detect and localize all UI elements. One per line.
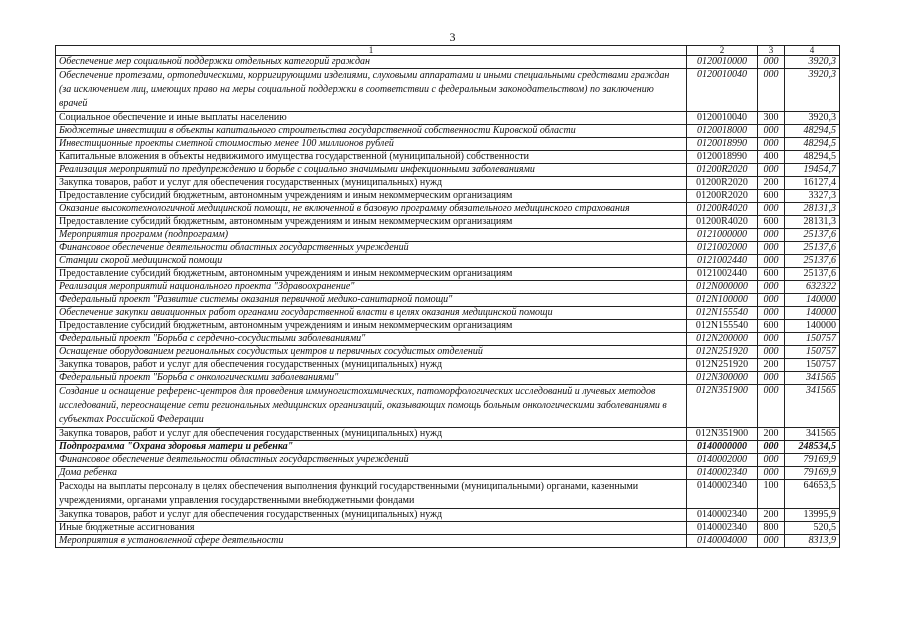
table-row bbox=[56, 535, 840, 548]
row-name-cell: Предоставление субсидий бюджетным, автономным учреждениям и иным некоммерческим организациям bbox=[56, 216, 687, 229]
table-row bbox=[56, 509, 840, 522]
row-code-cell: 0120010040 bbox=[687, 69, 758, 112]
row-type-cell: 600 bbox=[758, 190, 785, 203]
row-code-cell: 01200R2020 bbox=[687, 190, 758, 203]
table-row bbox=[56, 112, 840, 125]
row-name-cell: Финансовое обеспечение деятельности областных государственных учреждений bbox=[56, 242, 687, 255]
row-type-cell: 600 bbox=[758, 268, 785, 281]
row-name-cell: Иные бюджетные ассигнования bbox=[56, 522, 687, 535]
row-code-cell: 012N251920 bbox=[687, 359, 758, 372]
row-name-cell: Закупка товаров, работ и услуг для обеспечения государственных (муниципальных) нужд bbox=[56, 177, 687, 190]
row-type-cell: 000 bbox=[758, 346, 785, 359]
row-sum-cell: 341565 bbox=[785, 372, 840, 385]
row-type-cell: 000 bbox=[758, 333, 785, 346]
row-name-cell: Финансовое обеспечение деятельности областных государственных учреждений bbox=[56, 454, 687, 467]
row-name-cell: Обеспечение мер социальной поддержки отдельных категорий граждан bbox=[56, 56, 687, 69]
budget-table bbox=[55, 45, 840, 548]
table-header-row bbox=[56, 46, 840, 56]
row-name-cell: Подпрограмма "Охрана здоровья матери и ребенка" bbox=[56, 441, 687, 454]
row-sum-cell: 3327,3 bbox=[785, 190, 840, 203]
row-name-cell: Закупка товаров, работ и услуг для обеспечения государственных (муниципальных) нужд bbox=[56, 509, 687, 522]
table-row bbox=[56, 242, 840, 255]
header-code: 2 bbox=[687, 46, 758, 56]
table-row bbox=[56, 522, 840, 535]
row-code-cell: 012N000000 bbox=[687, 281, 758, 294]
table-row bbox=[56, 177, 840, 190]
row-code-cell: 0121002440 bbox=[687, 255, 758, 268]
row-type-cell: 400 bbox=[758, 151, 785, 164]
row-type-cell: 200 bbox=[758, 428, 785, 441]
table-row bbox=[56, 359, 840, 372]
row-code-cell: 012N251920 bbox=[687, 346, 758, 359]
row-type-cell: 000 bbox=[758, 125, 785, 138]
table-row bbox=[56, 216, 840, 229]
row-type-cell: 000 bbox=[758, 203, 785, 216]
row-type-cell: 000 bbox=[758, 307, 785, 320]
header-type: 3 bbox=[758, 46, 785, 56]
row-code-cell: 0140002340 bbox=[687, 480, 758, 509]
row-sum-cell: 150757 bbox=[785, 359, 840, 372]
row-name-cell: Социальное обеспечение и иные выплаты населению bbox=[56, 112, 687, 125]
row-name-cell: Дома ребенка bbox=[56, 467, 687, 480]
row-sum-cell: 13995,9 bbox=[785, 509, 840, 522]
row-sum-cell: 341565 bbox=[785, 385, 840, 428]
row-type-cell: 000 bbox=[758, 255, 785, 268]
table-row bbox=[56, 229, 840, 242]
row-code-cell: 012N200000 bbox=[687, 333, 758, 346]
row-type-cell: 000 bbox=[758, 467, 785, 480]
row-name-cell: Предоставление субсидий бюджетным, автономным учреждениям и иным некоммерческим организациям bbox=[56, 190, 687, 203]
row-type-cell: 200 bbox=[758, 177, 785, 190]
row-name-cell: Закупка товаров, работ и услуг для обеспечения государственных (муниципальных) нужд bbox=[56, 359, 687, 372]
table-row bbox=[56, 467, 840, 480]
row-sum-cell: 140000 bbox=[785, 307, 840, 320]
row-sum-cell: 28131,3 bbox=[785, 216, 840, 229]
table-row bbox=[56, 320, 840, 333]
row-sum-cell: 79169,9 bbox=[785, 467, 840, 480]
row-name-cell: Создание и оснащение референс-центров для проведения иммуногистохимических, патоморфологических исследований и лучевых методов исследований, переоснащение сети региональных медицинских организаций, оказывающих помощь больным онкологическими заболеваниями в субъектах Российской Федерации bbox=[56, 385, 687, 428]
row-sum-cell: 150757 bbox=[785, 346, 840, 359]
row-name-cell: Федеральный проект "Борьба с онкологическими заболеваниями" bbox=[56, 372, 687, 385]
row-code-cell: 0140002340 bbox=[687, 522, 758, 535]
table-row bbox=[56, 138, 840, 151]
row-name-cell: Инвестиционные проекты сметной стоимостью менее 100 миллионов рублей bbox=[56, 138, 687, 151]
row-sum-cell: 341565 bbox=[785, 428, 840, 441]
table-row bbox=[56, 164, 840, 177]
table-row bbox=[56, 441, 840, 454]
row-sum-cell: 25137,6 bbox=[785, 255, 840, 268]
row-code-cell: 0120010040 bbox=[687, 112, 758, 125]
row-code-cell: 0120010000 bbox=[687, 56, 758, 69]
row-type-cell: 100 bbox=[758, 480, 785, 509]
table-row bbox=[56, 56, 840, 69]
header-sum: 4 bbox=[785, 46, 840, 56]
row-code-cell: 0121000000 bbox=[687, 229, 758, 242]
row-name-cell: Федеральный проект "Борьба с сердечно-сосудистыми заболеваниями" bbox=[56, 333, 687, 346]
table-row bbox=[56, 203, 840, 216]
table-row bbox=[56, 125, 840, 138]
row-code-cell: 0120018000 bbox=[687, 125, 758, 138]
row-type-cell: 000 bbox=[758, 535, 785, 548]
table-row bbox=[56, 190, 840, 203]
row-sum-cell: 3920,3 bbox=[785, 56, 840, 69]
row-type-cell: 000 bbox=[758, 441, 785, 454]
row-sum-cell: 632322 bbox=[785, 281, 840, 294]
row-sum-cell: 25137,6 bbox=[785, 242, 840, 255]
row-sum-cell: 48294,5 bbox=[785, 138, 840, 151]
page-number: 3 bbox=[449, 30, 456, 44]
row-type-cell: 000 bbox=[758, 69, 785, 112]
row-sum-cell: 3920,3 bbox=[785, 112, 840, 125]
row-name-cell: Предоставление субсидий бюджетным, автономным учреждениям и иным некоммерческим организациям bbox=[56, 320, 687, 333]
row-sum-cell: 28131,3 bbox=[785, 203, 840, 216]
table-row bbox=[56, 294, 840, 307]
row-name-cell: Оказание высокотехнологичной медицинской помощи, не включенной в базовую программу обязательного медицинского страхования bbox=[56, 203, 687, 216]
row-sum-cell: 25137,6 bbox=[785, 229, 840, 242]
table-row bbox=[56, 255, 840, 268]
row-code-cell: 012N155540 bbox=[687, 307, 758, 320]
table-row bbox=[56, 385, 840, 428]
row-type-cell: 000 bbox=[758, 372, 785, 385]
row-code-cell: 012N300000 bbox=[687, 372, 758, 385]
header-name: 1 bbox=[56, 46, 687, 56]
row-name-cell: Мероприятия программ (подпрограмм) bbox=[56, 229, 687, 242]
row-name-cell: Закупка товаров, работ и услуг для обеспечения государственных (муниципальных) нужд bbox=[56, 428, 687, 441]
table-row bbox=[56, 480, 840, 509]
row-sum-cell: 16127,4 bbox=[785, 177, 840, 190]
table-row bbox=[56, 268, 840, 281]
row-sum-cell: 140000 bbox=[785, 294, 840, 307]
row-name-cell: Федеральный проект "Развитие системы оказания первичной медико-санитарной помощи" bbox=[56, 294, 687, 307]
row-type-cell: 800 bbox=[758, 522, 785, 535]
table-row bbox=[56, 454, 840, 467]
row-name-cell: Обеспечение протезами, ортопедическими, корригирующими изделиями, слуховыми аппаратами и иными специальными средствами граждан (за исключением лиц, имеющих право на меры социальной поддержки в соответствии с федеральным законодательством) по заключению врачей bbox=[56, 69, 687, 112]
row-type-cell: 600 bbox=[758, 216, 785, 229]
row-sum-cell: 25137,6 bbox=[785, 268, 840, 281]
table-row bbox=[56, 346, 840, 359]
row-code-cell: 0121002440 bbox=[687, 268, 758, 281]
row-sum-cell: 79169,9 bbox=[785, 454, 840, 467]
row-sum-cell: 140000 bbox=[785, 320, 840, 333]
row-name-cell: Оснащение оборудованием региональных сосудистых центров и первичных сосудистых отделений bbox=[56, 346, 687, 359]
row-name-cell: Бюджетные инвестиции в объекты капитального строительства государственной собственности Кировской области bbox=[56, 125, 687, 138]
row-code-cell: 0140000000 bbox=[687, 441, 758, 454]
row-name-cell: Реализация мероприятий по предупреждению и борьбе с социально значимыми инфекционными заболеваниями bbox=[56, 164, 687, 177]
row-sum-cell: 8313,9 bbox=[785, 535, 840, 548]
row-type-cell: 000 bbox=[758, 385, 785, 428]
row-name-cell: Предоставление субсидий бюджетным, автономным учреждениям и иным некоммерческим организациям bbox=[56, 268, 687, 281]
row-sum-cell: 248534,5 bbox=[785, 441, 840, 454]
row-type-cell: 000 bbox=[758, 138, 785, 151]
row-type-cell: 000 bbox=[758, 229, 785, 242]
row-code-cell: 0121002000 bbox=[687, 242, 758, 255]
row-name-cell: Мероприятия в установленной сфере деятельности bbox=[56, 535, 687, 548]
row-code-cell: 01200R4020 bbox=[687, 203, 758, 216]
row-name-cell: Расходы на выплаты персоналу в целях обеспечения выполнения функций государственными (муниципальными) органами, казенными учреждениями, органами управления государственными внебюджетными фондами bbox=[56, 480, 687, 509]
row-code-cell: 012N351900 bbox=[687, 385, 758, 428]
row-type-cell: 000 bbox=[758, 281, 785, 294]
row-code-cell: 0120018990 bbox=[687, 138, 758, 151]
row-sum-cell: 19454,7 bbox=[785, 164, 840, 177]
row-name-cell: Капитальные вложения в объекты недвижимого имущества государственной (муниципальной) собственности bbox=[56, 151, 687, 164]
row-type-cell: 200 bbox=[758, 509, 785, 522]
row-code-cell: 012N351900 bbox=[687, 428, 758, 441]
row-name-cell: Обеспечение закупки авиационных работ органами государственной власти в целях оказания медицинской помощи bbox=[56, 307, 687, 320]
row-type-cell: 000 bbox=[758, 164, 785, 177]
row-code-cell: 0140004000 bbox=[687, 535, 758, 548]
row-code-cell: 01200R2020 bbox=[687, 177, 758, 190]
table-row bbox=[56, 281, 840, 294]
table-row bbox=[56, 307, 840, 320]
row-code-cell: 0120018990 bbox=[687, 151, 758, 164]
row-sum-cell: 3920,3 bbox=[785, 69, 840, 112]
table-body bbox=[56, 56, 840, 548]
row-sum-cell: 48294,5 bbox=[785, 151, 840, 164]
row-code-cell: 0140002340 bbox=[687, 467, 758, 480]
row-sum-cell: 520,5 bbox=[785, 522, 840, 535]
row-code-cell: 0140002340 bbox=[687, 509, 758, 522]
table-row bbox=[56, 69, 840, 112]
table-row bbox=[56, 428, 840, 441]
table-row bbox=[56, 333, 840, 346]
row-name-cell: Станции скорой медицинской помощи bbox=[56, 255, 687, 268]
row-type-cell: 200 bbox=[758, 359, 785, 372]
table-row bbox=[56, 372, 840, 385]
row-code-cell: 0140002000 bbox=[687, 454, 758, 467]
row-name-cell: Реализация мероприятий национального проекта "Здравоохранение" bbox=[56, 281, 687, 294]
row-type-cell: 600 bbox=[758, 320, 785, 333]
row-type-cell: 000 bbox=[758, 242, 785, 255]
row-code-cell: 01200R2020 bbox=[687, 164, 758, 177]
row-type-cell: 000 bbox=[758, 56, 785, 69]
row-code-cell: 012N100000 bbox=[687, 294, 758, 307]
row-type-cell: 300 bbox=[758, 112, 785, 125]
row-code-cell: 012N155540 bbox=[687, 320, 758, 333]
row-sum-cell: 150757 bbox=[785, 333, 840, 346]
row-type-cell: 000 bbox=[758, 294, 785, 307]
table-row bbox=[56, 151, 840, 164]
row-sum-cell: 64653,5 bbox=[785, 480, 840, 509]
row-type-cell: 000 bbox=[758, 454, 785, 467]
row-sum-cell: 48294,5 bbox=[785, 125, 840, 138]
row-code-cell: 01200R4020 bbox=[687, 216, 758, 229]
